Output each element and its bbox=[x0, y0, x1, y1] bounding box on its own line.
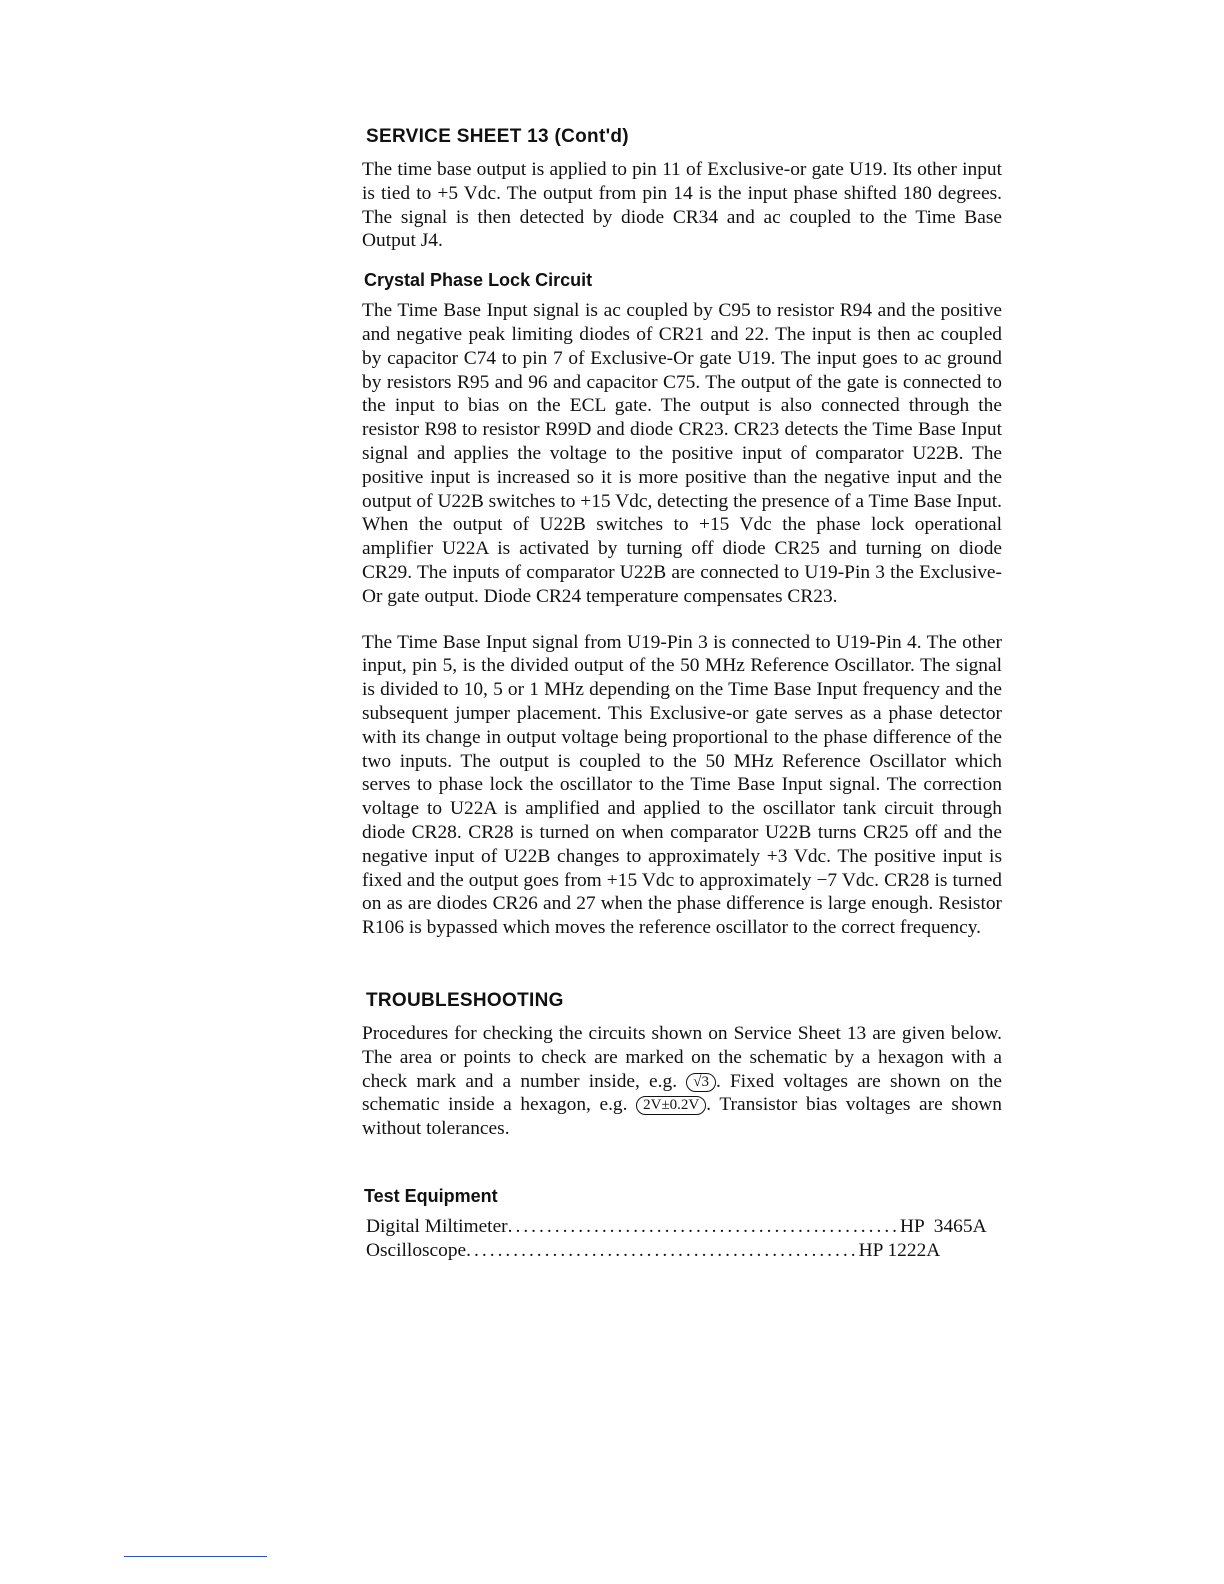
equipment-name: Oscilloscope bbox=[366, 1239, 467, 1261]
page-content bbox=[362, 124, 1002, 1263]
equipment-list bbox=[366, 1215, 1002, 1263]
equipment-model: HP 3465A bbox=[900, 1215, 987, 1237]
leader-dots: .................................................. bbox=[507, 1215, 901, 1237]
leader-dots: .................................................. bbox=[466, 1239, 859, 1261]
equipment-row bbox=[366, 1215, 987, 1239]
equipment-row bbox=[366, 1239, 941, 1263]
troubleshooting-heading: TROUBLESHOOTING bbox=[366, 989, 564, 1011]
crystal-phase-lock-heading: Crystal Phase Lock Circuit bbox=[364, 270, 593, 291]
troubleshooting-text-2: . Fixed voltages are shown on the schematic inside a hexagon, e.g. bbox=[362, 1070, 1002, 1116]
crystal-paragraph-1: The Time Base Input signal is ac coupled by C95 to resistor R94 and the positive and negative peak limiting diodes of CR21 and 22. The input is then ac coupled by capacitor C74 to pin 7 of Exclusive-Or gate U19. The input goes to ac ground by resistors R95 and 96 and capacitor C75. The output of the gate is connected to the input to bias on the ECL gate. The output is also connected through the resistor R98 to resistor R99D and diode CR23. CR23 detects the Time Base Input signal and applies the voltage to the positive input of comparator U22B. The positive input is increased so it is more positive than the negative input and the output of U22B switches to +15 Vdc, detecting the presence of a Time Base Input. When the output of U22B switches to +15 Vdc the phase lock operational amplifier U22A is activated by turning off diode CR25 and turning on diode CR29. The inputs of comparator U22B are connected to U19-Pin 3 the Exclusive-Or gate output. Diode CR24 temperature compensates CR23. bbox=[362, 300, 1002, 607]
footnote-rule bbox=[124, 1556, 267, 1557]
voltage-hexagon-symbol: 2V±0.2V bbox=[636, 1096, 706, 1115]
equipment-model: HP 1222A bbox=[858, 1239, 941, 1261]
intro-paragraph: The time base output is applied to pin 11 of Exclusive-or gate U19. Its other input is tied to +5 Vdc. The output from pin 14 is the input phase shifted 180 degrees. The signal is then detected by diode CR34 and ac coupled to the Time Base Output J4. bbox=[362, 159, 1002, 252]
troubleshooting-text-3: . Transistor bias voltages are shown without tolerances. bbox=[362, 1094, 1002, 1140]
test-equipment-heading: Test Equipment bbox=[364, 1185, 498, 1206]
crystal-paragraph-2: The Time Base Input signal from U19-Pin 3 is connected to U19-Pin 4. The other input, pin 5, is the divided output of the 50 MHz Reference Oscillator. The signal is divided to 10, 5 or 1 MHz depending on the Time Base Input frequency and the subsequent jumper placement. This Exclusive-or gate serves as a phase detector with its change in output voltage being proportional to the phase difference of the two inputs. The output is coupled to the 50 MHz Reference Oscillator which serves to phase lock the oscillator to the Time Base Input signal. The correction voltage to U22A is amplified and applied to the oscillator tank circuit through diode CR28. CR28 is turned on when comparator U22B turns CR25 off and the negative input of U22B changes to approximately +3 Vdc. The positive input is fixed and the output goes from +15 Vdc to approximately −7 Vdc. CR28 is turned on as are diodes CR26 and 27 when the phase difference is large enough. Resistor R106 is bypassed which moves the reference oscillator to the correct frequency. bbox=[362, 631, 1002, 939]
check-hexagon-symbol: √3 bbox=[686, 1073, 716, 1092]
troubleshooting-paragraph bbox=[362, 1022, 1002, 1141]
equipment-name: Digital Miltimeter bbox=[366, 1215, 508, 1237]
section-title: SERVICE SHEET 13 (Cont'd) bbox=[366, 126, 629, 147]
troubleshooting-text-1: Procedures for checking the circuits shown on Service Sheet 13 are given below. The area or points to check are marked on the schematic by a hexagon with a check mark and a number inside, e.g. bbox=[362, 1022, 1002, 1092]
